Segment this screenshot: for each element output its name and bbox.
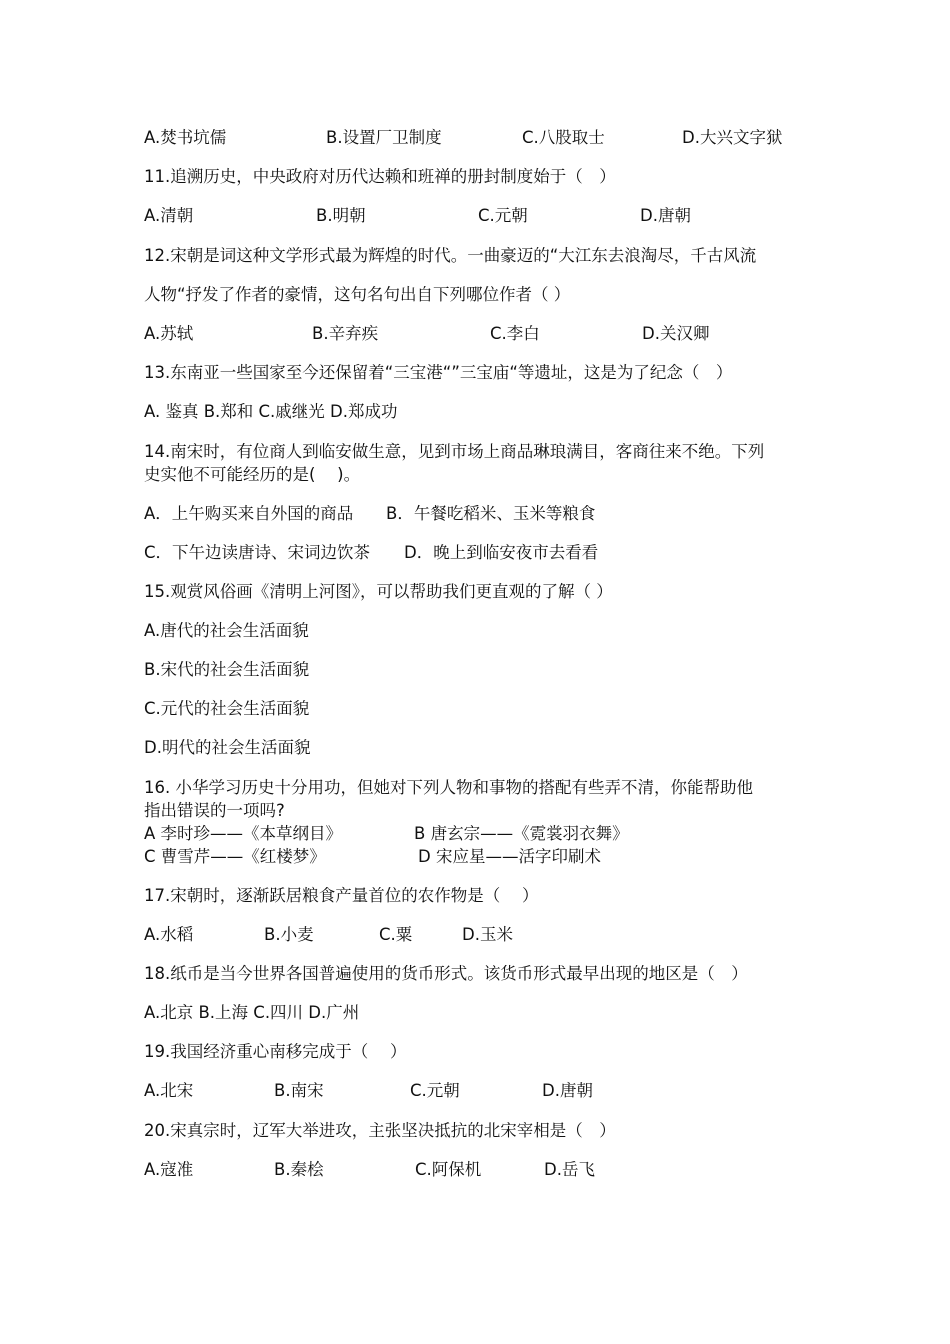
q16-option-c: C 曹雪芹——《红楼梦》 [144, 847, 326, 866]
q19-option-d: D.唐朝 [542, 1081, 593, 1100]
q15-option-d: D.明代的社会生活面貌 [144, 738, 311, 757]
q16-stem-line2: 指出错误的一项吗? [144, 801, 285, 820]
q14-options-row1 [144, 503, 844, 525]
q11-stem: 11.追溯历史，中央政府对历代达赖和班禅的册封制度始于（ ） [144, 167, 616, 186]
q17-option-a: A.水稻 [144, 925, 194, 944]
q12-options [144, 323, 844, 345]
q20-options [144, 1159, 844, 1181]
q19-option-b: B.南宋 [274, 1081, 324, 1100]
q11-option-d: D.唐朝 [640, 206, 691, 225]
q12-option-a: A.苏轼 [144, 324, 194, 343]
q18-stem: 18.纸币是当今世界各国普遍使用的货币形式。该货币形式最早出现的地区是（ ） [144, 964, 748, 983]
q12-stem-line1: 12.宋朝是词这种文学形式最为辉煌的时代。一曲豪迈的“大江东去浪淘尽，千古风流 [144, 246, 757, 265]
q20-option-a: A.寇准 [144, 1160, 194, 1179]
q20-option-c: C.阿保机 [415, 1160, 482, 1179]
q17-stem: 17.宋朝时，逐渐跃居粮食产量首位的农作物是（ ） [144, 886, 539, 905]
q19-option-c: C.元朝 [410, 1081, 460, 1100]
q16-options-row2 [144, 846, 844, 868]
q17-option-c: C.粟 [379, 925, 413, 944]
q12-option-c: C.李白 [490, 324, 540, 343]
q16-stem-line1: 16. 小华学习历史十分用功，但她对下列人物和事物的搭配有些弄不清，你能帮助他 [144, 778, 753, 797]
q10-options [144, 127, 844, 149]
q12-option-d: D.关汉卿 [642, 324, 710, 343]
q18-options: A.北京 B.上海 C.四川 D.广州 [144, 1003, 360, 1022]
q14-stem-line2: 史实他不可能经历的是( )。 [144, 465, 361, 484]
q10-option-a: A.焚书坑儒 [144, 128, 227, 147]
q14-option-b: B．午餐吃稻米、玉米等粮食 [386, 504, 596, 523]
q15-option-c: C.元代的社会生活面貌 [144, 699, 310, 718]
q14-option-d: D．晚上到临安夜市去看看 [404, 543, 599, 562]
q10-option-c: C.八股取士 [522, 128, 605, 147]
q17-options [144, 924, 844, 946]
q11-options [144, 205, 844, 227]
q20-option-b: B.秦桧 [274, 1160, 324, 1179]
q17-option-b: B.小麦 [264, 925, 314, 944]
q11-option-c: C.元朝 [478, 206, 528, 225]
q16-option-b: B 唐玄宗——《霓裳羽衣舞》 [414, 824, 629, 843]
q12-stem-line2: 人物“抒发了作者的豪情，这句名句出自下列哪位作者（ ） [144, 285, 571, 304]
q16-option-a: A 李时珍——《本草纲目》 [144, 824, 343, 843]
q12-option-b: B.辛弃疾 [312, 324, 379, 343]
q20-option-d: D.岳飞 [544, 1160, 595, 1179]
q20-stem: 20.宋真宗时，辽军大举进攻，主张坚决抵抗的北宋宰相是（ ） [144, 1121, 616, 1140]
q14-stem-line1: 14.南宋时，有位商人到临安做生意，见到市场上商品琳琅满目，客商往来不绝。下列 [144, 442, 765, 461]
q11-option-b: B.明朝 [316, 206, 366, 225]
q14-option-c: C．下午边读唐诗、宋词边饮茶 [144, 543, 371, 562]
q13-stem: 13.东南亚一些国家至今还保留着“三宝港“”三宝庙“等遗址，这是为了纪念（ ） [144, 363, 733, 382]
q19-stem: 19.我国经济重心南移完成于（ ） [144, 1042, 407, 1061]
q11-option-a: A.清朝 [144, 206, 194, 225]
q16-option-d: D 宋应星——活字印刷术 [418, 847, 601, 866]
q16-options-row1 [144, 823, 844, 845]
q10-option-b: B.设置厂卫制度 [326, 128, 442, 147]
q17-option-d: D.玉米 [462, 925, 513, 944]
q15-option-b: B.宋代的社会生活面貌 [144, 660, 310, 679]
q15-option-a: A.唐代的社会生活面貌 [144, 621, 309, 640]
q15-stem: 15.观赏风俗画《清明上河图》，可以帮助我们更直观的了解（ ） [144, 582, 613, 601]
q19-options [144, 1080, 844, 1102]
q14-options-row2 [144, 542, 844, 564]
q10-option-d: D.大兴文字狱 [682, 128, 783, 147]
q14-option-a: A．上午购买来自外国的商品 [144, 504, 354, 523]
q19-option-a: A.北宋 [144, 1081, 194, 1100]
q13-options: A. 鉴真 B.郑和 C.戚继光 D.郑成功 [144, 402, 398, 421]
